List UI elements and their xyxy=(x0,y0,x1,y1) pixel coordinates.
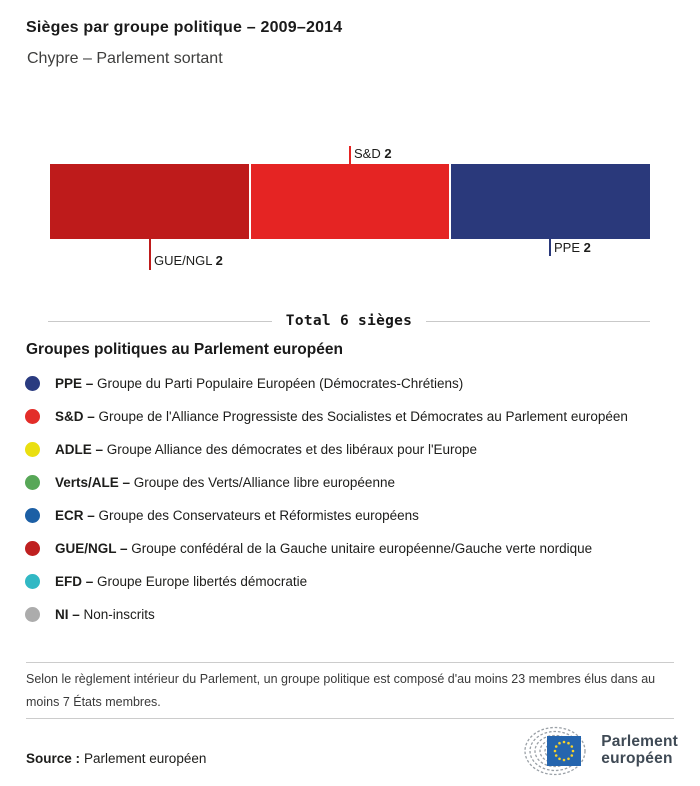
source-line xyxy=(26,751,206,766)
total-separator xyxy=(48,313,650,329)
legend-item-ecr xyxy=(25,499,680,532)
source-label: Source : xyxy=(26,751,81,766)
legend-label: PPE – Groupe du Parti Populaire Européen (Démocrates-Chrétiens) xyxy=(55,376,464,391)
chart-region xyxy=(0,140,700,290)
page-subtitle: Chypre – Parlement sortant xyxy=(27,50,223,67)
legend-label: ECR – Groupe des Conservateurs et Réformistes européens xyxy=(55,508,419,523)
legend-dot-ppe xyxy=(25,376,40,391)
separator-line-left xyxy=(48,321,272,322)
page-title: Sièges par groupe politique – 2009–2014 xyxy=(26,19,343,36)
footnote-divider xyxy=(26,662,674,663)
bar-segment-gue-ngl[interactable] xyxy=(50,164,249,239)
bar-label-gue-ngl: GUE/NGL 2 xyxy=(154,253,223,268)
legend-dot-verts-ale xyxy=(25,475,40,490)
eu-flag xyxy=(547,736,581,766)
source-value: Parlement européen xyxy=(84,751,207,766)
ep-logo xyxy=(521,724,678,776)
bar-label-s-d: S&D 2 xyxy=(354,146,392,161)
legend-dot-ecr xyxy=(25,508,40,523)
legend-list xyxy=(25,367,680,631)
legend-label: S&D – Groupe de l'Alliance Progressiste des Socialistes et Démocrates au Parlement européen xyxy=(55,409,628,424)
legend-heading: Groupes politiques au Parlement européen xyxy=(26,341,343,358)
ep-hemicycle-icon xyxy=(521,724,593,776)
logo-line2: européen xyxy=(601,750,673,767)
legend-item-adle xyxy=(25,433,680,466)
logo-line1: Parlement xyxy=(601,733,678,750)
bar-tick-ppe xyxy=(549,239,551,256)
legend-item-ni xyxy=(25,598,680,631)
separator-line-right xyxy=(426,321,650,322)
legend-item-gue-ngl xyxy=(25,532,680,565)
legend-label: ADLE – Groupe Alliance des démocrates et des libéraux pour l'Europe xyxy=(55,442,478,457)
legend-dot-gue-ngl xyxy=(25,541,40,556)
footnote: Selon le règlement intérieur du Parlement, un groupe politique est composé d'au moins 23 membres élus dans au moins 7 États membres. xyxy=(26,672,656,709)
legend-item-efd xyxy=(25,565,680,598)
legend-label: Verts/ALE – Groupe des Verts/Alliance libre européenne xyxy=(55,475,395,490)
legend-dot-ni xyxy=(25,607,40,622)
logo-wordmark xyxy=(601,733,678,767)
bar-segment-s-d[interactable] xyxy=(251,164,450,239)
legend-label: GUE/NGL – Groupe confédéral de la Gauche unitaire européenne/Gauche verte nordique xyxy=(55,541,593,556)
total-label: Total 6 sièges xyxy=(285,313,413,329)
legend-item-s-d xyxy=(25,400,680,433)
legend-dot-adle xyxy=(25,442,40,457)
bar-tick-s-d xyxy=(349,146,351,164)
bar-segment-ppe[interactable] xyxy=(451,164,650,239)
legend-dot-efd xyxy=(25,574,40,589)
legend-label: NI – Non-inscrits xyxy=(55,607,155,622)
stacked-bar xyxy=(50,164,650,239)
bar-tick-gue-ngl xyxy=(149,239,151,270)
source-divider xyxy=(26,718,674,719)
bar-label-ppe: PPE 2 xyxy=(554,240,591,255)
legend-dot-s-d xyxy=(25,409,40,424)
legend-label: EFD – Groupe Europe libertés démocratie xyxy=(55,574,308,589)
legend-item-verts-ale xyxy=(25,466,680,499)
legend-item-ppe xyxy=(25,367,680,400)
